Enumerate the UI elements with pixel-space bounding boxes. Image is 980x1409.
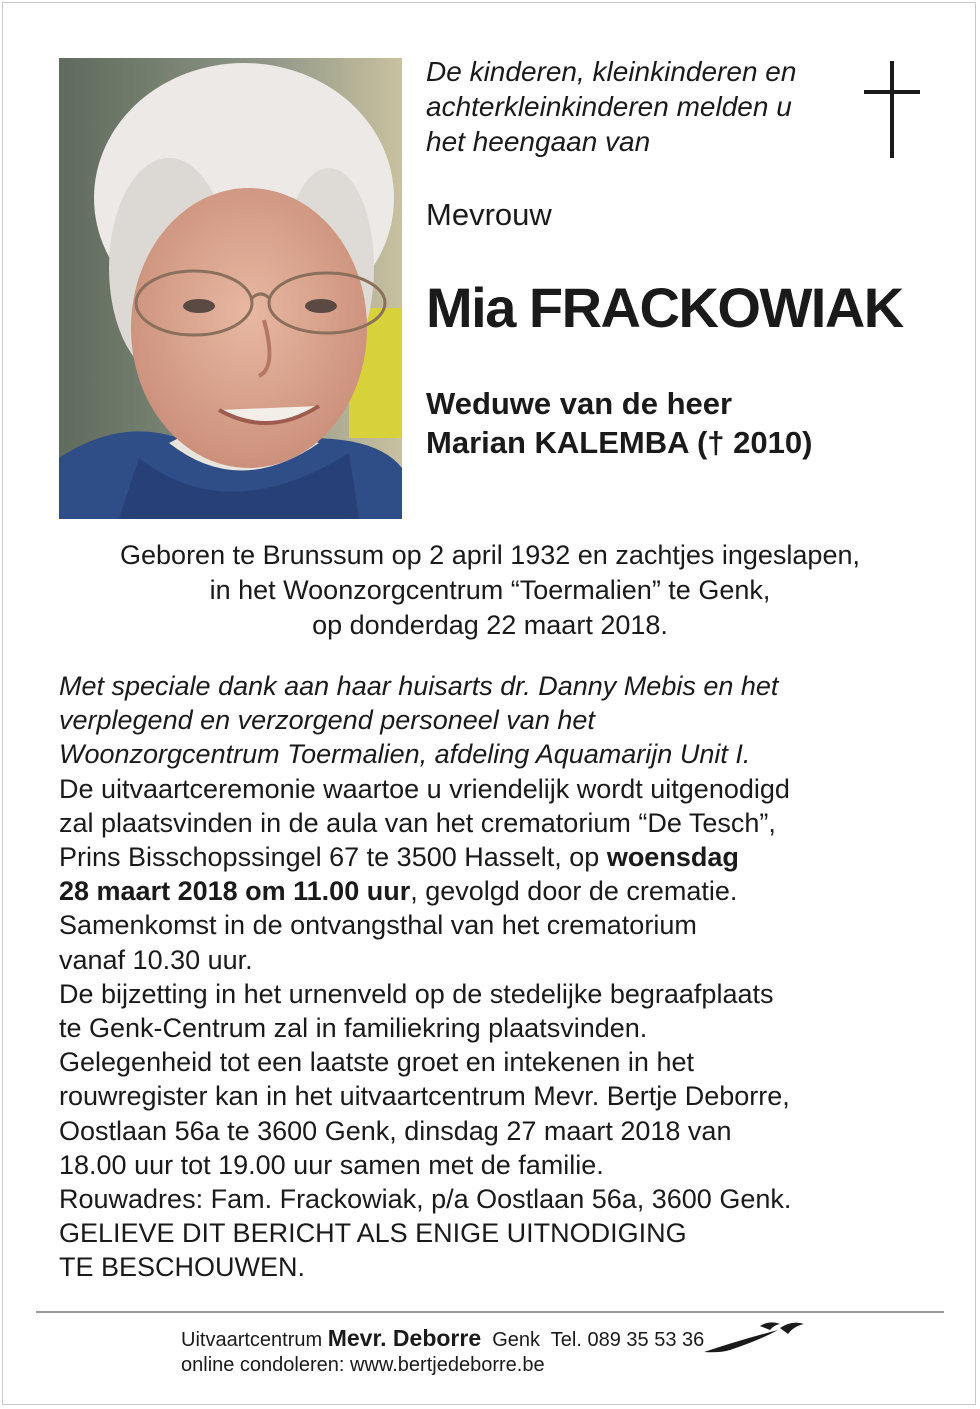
widow-line: Weduwe van de heer — [426, 386, 733, 421]
portrait-photo — [59, 58, 402, 519]
footer-divider — [36, 1311, 944, 1313]
funeral-home-info — [181, 1325, 704, 1352]
portrait-illustration — [59, 58, 402, 519]
birth-line: in het Woonzorgcentrum “Toermalien” te Genk, — [209, 575, 771, 605]
cross-icon — [864, 61, 920, 158]
ceremony-day: woensdag — [606, 842, 739, 873]
burial-line: te Genk-Centrum zal in familiekring plaatsvinden. — [59, 1013, 648, 1044]
ceremony-line: zal plaatsvinden in de aula van het crematorium “De Tesch”, — [59, 807, 776, 838]
ceremony-line — [59, 874, 939, 908]
thanks-line: verplegend en verzorgend personeel van het — [59, 705, 595, 736]
birth-death-info — [40, 538, 940, 643]
ceremony-line: vanaf 10.30 uur. — [59, 944, 253, 975]
thanks-line: Met speciale dank aan haar huisarts dr. Danny Mebis en het — [59, 671, 779, 701]
burial-line: De bijzetting in het urnenveld op de stedelijke begraafplaats — [59, 978, 774, 1009]
notice-line: TE BESCHOUWEN. — [59, 1252, 306, 1283]
intro-text — [426, 54, 846, 159]
thanks-line: Woonzorgcentrum Toermalien, afdeling Aquamarijn Unit I. — [59, 739, 751, 770]
ceremony-line — [59, 840, 939, 874]
intro-line: achterkleinkinderen melden u — [426, 91, 792, 122]
birth-line: Geboren te Brunssum op 2 april 1932 en zachtjes ingeslapen, — [120, 540, 860, 570]
funeral-home-brand: Mevr. Deborre — [327, 1325, 482, 1351]
funeral-home-prefix: Uitvaartcentrum — [181, 1329, 328, 1351]
bird-wave-logo-icon — [700, 1318, 808, 1358]
intro-line: De kinderen, kleinkinderen en — [426, 56, 797, 87]
visit-line: 18.00 uur tot 19.00 uur samen met de familie. — [59, 1149, 604, 1180]
deceased-name: Mia FRACKOWIAK — [426, 276, 903, 339]
intro-line: het heengaan van — [426, 126, 651, 157]
online-condolences: online condoleren: www.bertjedeborre.be — [181, 1354, 545, 1376]
mourning-address: Rouwadres: Fam. Frackowiak, p/a Oostlaan 56a, 3600 Genk. — [59, 1184, 792, 1215]
ceremony-line: Samenkomst in de ontvangsthal van het crematorium — [59, 910, 697, 941]
visit-line: Gelegenheid tot een laatste groet en intekenen in het — [59, 1047, 694, 1078]
widow-line: Marian KALEMBA († 2010) — [426, 425, 813, 460]
ceremony-text: , gevolgd door de crematie. — [410, 876, 738, 907]
visit-line: rouwregister kan in het uitvaartcentrum Mevr. Bertje Deborre, — [59, 1081, 790, 1112]
ceremony-line: De uitvaartceremonie waartoe u vriendelijk wordt uitgenodigd — [59, 773, 790, 804]
birth-line: op donderdag 22 maart 2018. — [312, 610, 668, 640]
ceremony-datetime: 28 maart 2018 om 11.00 uur — [59, 876, 411, 907]
funeral-home-city: Genk — [481, 1329, 541, 1351]
widow-of — [426, 384, 812, 462]
ceremony-text: Prins Bisschopssingel 67 te 3500 Hasselt, op — [59, 842, 607, 873]
salutation: Mevrouw — [426, 197, 552, 232]
funeral-home-phone: Tel. 089 35 53 36 — [540, 1329, 705, 1351]
announcement-body — [59, 669, 939, 1285]
notice-line: GELIEVE DIT BERICHT ALS ENIGE UITNODIGING — [59, 1218, 687, 1249]
visit-line: Oostlaan 56a te 3600 Genk, dinsdag 27 maart 2018 van — [59, 1115, 732, 1146]
